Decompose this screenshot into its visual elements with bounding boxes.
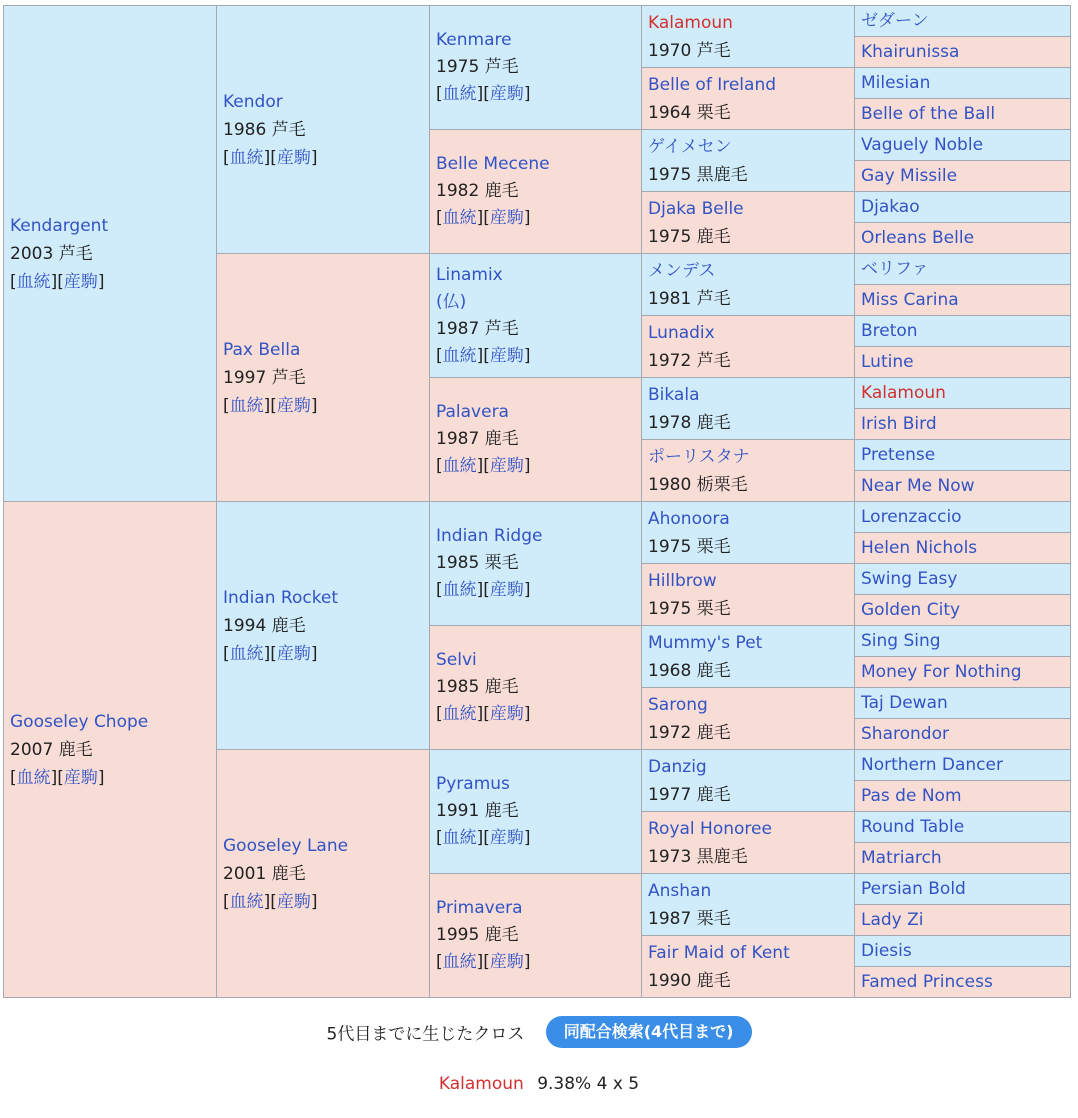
horse-links: [血統][産駒] — [223, 891, 318, 912]
horse-name-link[interactable]: Vaguely Noble — [861, 135, 984, 155]
horse-name-link[interactable]: Irish Bird — [861, 414, 937, 434]
ancestor-cell-gen5 — [855, 533, 1071, 564]
country-note-link[interactable]: (仏) — [436, 291, 467, 312]
horse-name-link[interactable]: Matriarch — [861, 848, 942, 868]
progeny-link[interactable]: 産駒 — [276, 891, 311, 912]
ancestor-cell-gen5 — [855, 440, 1071, 471]
cross-horse-link[interactable]: Kalamoun — [438, 1074, 524, 1094]
horse-name-link[interactable]: Lutine — [861, 352, 914, 372]
ancestor-cell-gen5 — [855, 595, 1071, 626]
horse-name-link[interactable]: Northern Dancer — [861, 755, 1003, 775]
horse-name-link[interactable]: ゼダーン — [861, 11, 929, 31]
horse-name-link[interactable]: Helen Nichols — [861, 538, 978, 558]
ancestor-cell-gen5 — [855, 99, 1071, 130]
horse-info: 1987 鹿毛 — [436, 429, 519, 449]
horse-name-link[interactable]: Breton — [861, 321, 918, 341]
horse-info: 1994 鹿毛 — [223, 615, 306, 636]
horse-name-link[interactable]: Sing Sing — [861, 631, 941, 651]
horse-name-link[interactable]: ポーリスタナ — [648, 446, 750, 467]
horse-name-link[interactable]: Taj Dewan — [861, 693, 948, 713]
horse-name-link[interactable]: Famed Princess — [861, 972, 993, 992]
progeny-link[interactable]: 産駒 — [489, 580, 524, 600]
progeny-link[interactable]: 産駒 — [276, 643, 311, 664]
horse-name-link[interactable]: Sharondor — [861, 724, 949, 744]
ancestor-cell-gen5 — [855, 6, 1071, 37]
ancestor-cell-gen5 — [855, 130, 1071, 161]
horse-info: 1980 栃栗毛 — [648, 474, 748, 495]
ancestor-cell-gen5 — [855, 254, 1071, 285]
horse-name-link[interactable]: Palavera — [436, 402, 509, 422]
progeny-link[interactable]: 産駒 — [489, 345, 524, 366]
horse-name-link[interactable]: Sarong — [648, 694, 708, 715]
horse-info: 1975 黒鹿毛 — [648, 164, 748, 185]
horse-name-link[interactable]: Gooseley Lane — [223, 835, 349, 856]
ancestor-cell-gen5 — [855, 471, 1071, 502]
ancestor-cell-gen4 — [642, 626, 855, 688]
ancestor-cell-gen2 — [217, 502, 430, 750]
horse-name-link[interactable]: Money For Nothing — [861, 662, 1022, 682]
ancestor-cell-gen4 — [642, 688, 855, 750]
horse-name-link[interactable]: Orleans Belle — [861, 228, 975, 248]
cross-section — [0, 1016, 1078, 1048]
horse-info: 1987 栗毛 — [648, 908, 731, 929]
horse-name-link[interactable]: Ahonoora — [648, 508, 730, 529]
horse-name-link[interactable]: Belle of the Ball — [861, 104, 996, 124]
progeny-link[interactable]: 産駒 — [489, 952, 524, 972]
ancestor-cell-gen5 — [855, 378, 1071, 409]
horse-name-link[interactable]: Near Me Now — [861, 476, 975, 496]
progeny-link[interactable]: 産駒 — [276, 147, 311, 168]
pedigree-link[interactable]: 血統 — [442, 345, 477, 366]
horse-name-link[interactable]: Belle of Ireland — [648, 74, 777, 95]
horse-info: 1970 芦毛 — [648, 40, 731, 61]
horse-name-link[interactable]: Djakao — [861, 197, 920, 217]
horse-links: [血統][産駒] — [10, 767, 105, 788]
pedigree-row — [4, 6, 1071, 37]
pedigree-link[interactable]: 血統 — [229, 395, 264, 416]
horse-links: [血統][産駒] — [223, 395, 318, 416]
pedigree-link[interactable]: 血統 — [442, 952, 477, 972]
ancestor-cell-gen2 — [217, 6, 430, 254]
ancestor-cell-gen4 — [642, 254, 855, 316]
horse-info: 1986 芦毛 — [223, 119, 306, 140]
same-breeding-search-button[interactable]: 同配合検索(4代目まで) — [546, 1016, 752, 1048]
horse-name-link[interactable]: Gooseley Chope — [10, 711, 149, 732]
ancestor-cell-gen3 — [430, 502, 642, 626]
horse-name-link[interactable]: Kenmare — [436, 30, 512, 50]
ancestor-cell-gen4 — [642, 192, 855, 254]
cross-pattern: 4 x 5 — [596, 1074, 640, 1094]
horse-name-link[interactable]: Lorenzaccio — [861, 507, 962, 527]
cross-row — [0, 1074, 1078, 1094]
ancestor-cell-gen5 — [855, 316, 1071, 347]
horse-info: 1995 鹿毛 — [436, 925, 519, 945]
ancestor-cell-gen5 — [855, 719, 1071, 750]
horse-info: 1981 芦毛 — [648, 288, 731, 309]
horse-info: 1991 鹿毛 — [436, 801, 519, 821]
cross-percent: 9.38% — [537, 1074, 592, 1094]
horse-name-link[interactable]: ゲイメセン — [648, 136, 732, 157]
ancestor-cell-gen5 — [855, 843, 1071, 874]
horse-name-link[interactable]: メンデス — [648, 260, 716, 281]
ancestor-cell-gen5 — [855, 285, 1071, 316]
horse-name-link[interactable]: Pas de Nom — [861, 786, 962, 806]
horse-name-link[interactable]: Pyramus — [436, 774, 510, 794]
ancestor-cell-gen3 — [430, 874, 642, 998]
horse-name-link[interactable]: Miss Carina — [861, 290, 959, 310]
ancestor-cell-gen4 — [642, 440, 855, 502]
horse-info: 1978 鹿毛 — [648, 412, 731, 433]
horse-info: 2001 鹿毛 — [223, 863, 306, 884]
ancestor-cell-gen3 — [430, 130, 642, 254]
horse-info: 1985 栗毛 — [436, 553, 519, 573]
horse-links: [血統][産駒] — [436, 704, 531, 724]
horse-links: [血統][産駒] — [436, 345, 531, 366]
ancestor-cell-gen4 — [642, 564, 855, 626]
horse-name-link[interactable]: Linamix — [436, 264, 503, 285]
pedigree-row — [4, 502, 1071, 533]
horse-info: 1975 芦毛 — [436, 57, 519, 77]
horse-name-link[interactable]: Kendargent — [10, 215, 109, 236]
horse-info: 1964 栗毛 — [648, 102, 731, 123]
ancestor-cell-gen2 — [217, 254, 430, 502]
horse-info: 1972 鹿毛 — [648, 722, 731, 743]
horse-name-link[interactable]: Khairunissa — [861, 42, 960, 62]
horse-name-link[interactable]: Kalamoun — [648, 12, 733, 33]
ancestor-cell-gen3 — [430, 626, 642, 750]
horse-name-link[interactable]: Djaka Belle — [648, 198, 744, 219]
ancestor-cell-gen4 — [642, 378, 855, 440]
ancestor-cell-gen4 — [642, 874, 855, 936]
horse-name-link[interactable]: Bikala — [648, 384, 700, 405]
progeny-link[interactable]: 産駒 — [63, 767, 98, 788]
horse-info: 1985 鹿毛 — [436, 677, 519, 697]
ancestor-cell-gen5 — [855, 161, 1071, 192]
horse-name-link[interactable]: Persian Bold — [861, 879, 966, 899]
ancestor-cell-gen5 — [855, 812, 1071, 843]
ancestor-cell-gen4 — [642, 936, 855, 998]
ancestor-cell-gen4 — [642, 6, 855, 68]
ancestor-cell-gen5 — [855, 347, 1071, 378]
horse-name-link[interactable]: Lunadix — [648, 322, 715, 343]
ancestor-cell-gen4 — [642, 812, 855, 874]
ancestor-cell-gen4 — [642, 750, 855, 812]
pedigree-link[interactable]: 血統 — [229, 147, 264, 168]
horse-name-link[interactable]: Kalamoun — [861, 383, 946, 403]
horse-name-link[interactable]: Swing Easy — [861, 569, 958, 589]
pedigree-link[interactable]: 血統 — [442, 84, 477, 104]
ancestor-cell-gen3 — [430, 254, 642, 378]
ancestor-cell-gen5 — [855, 626, 1071, 657]
horse-name-link[interactable]: Anshan — [648, 880, 712, 901]
ancestor-cell-gen5 — [855, 657, 1071, 688]
pedigree-link[interactable]: 血統 — [229, 891, 264, 912]
horse-name-link[interactable]: Selvi — [436, 650, 477, 670]
horse-info: 1982 鹿毛 — [436, 181, 519, 201]
ancestor-cell-gen5 — [855, 68, 1071, 99]
pedigree-link[interactable]: 血統 — [442, 456, 477, 476]
horse-info: 1977 鹿毛 — [648, 784, 731, 805]
horse-info: 1997 芦毛 — [223, 367, 306, 388]
progeny-link[interactable]: 産駒 — [489, 828, 524, 848]
ancestor-cell-gen5 — [855, 688, 1071, 719]
horse-name-link[interactable]: Indian Ridge — [436, 526, 543, 546]
ancestor-cell-gen5 — [855, 936, 1071, 967]
horse-name-link[interactable]: Belle Mecene — [436, 154, 550, 174]
ancestor-cell-gen4 — [642, 68, 855, 130]
horse-name-link[interactable]: Mummy's Pet — [648, 632, 763, 653]
progeny-link[interactable]: 産駒 — [489, 456, 524, 476]
ancestor-cell-gen5 — [855, 409, 1071, 440]
horse-name-link[interactable]: Primavera — [436, 898, 523, 918]
horse-info: 1975 栗毛 — [648, 536, 731, 557]
horse-name-link[interactable]: ベリファ — [861, 259, 929, 279]
horse-name-link[interactable]: Pretense — [861, 445, 936, 465]
ancestor-cell-gen1 — [4, 6, 217, 502]
ancestor-cell-gen2 — [217, 750, 430, 998]
horse-name-link[interactable]: Indian Rocket — [223, 587, 339, 608]
horse-name-link[interactable]: Royal Honoree — [648, 818, 772, 839]
ancestor-cell-gen5 — [855, 192, 1071, 223]
horse-name-link[interactable]: Hillbrow — [648, 570, 717, 591]
progeny-link[interactable]: 産駒 — [489, 704, 524, 724]
ancestor-cell-gen5 — [855, 967, 1071, 998]
pedigree-link[interactable]: 血統 — [16, 767, 51, 788]
horse-name-link[interactable]: Gay Missile — [861, 166, 958, 186]
horse-info: 2007 鹿毛 — [10, 739, 93, 760]
pedigree-link[interactable]: 血統 — [229, 643, 264, 664]
horse-name-link[interactable]: Lady Zi — [861, 910, 924, 930]
horse-links: [血統][産駒] — [436, 828, 531, 848]
horse-info: 1968 鹿毛 — [648, 660, 731, 681]
horse-links: [血統][産駒] — [436, 580, 531, 600]
horse-links: [血統][産駒] — [436, 456, 531, 476]
horse-name-link[interactable]: Golden City — [861, 600, 961, 620]
ancestor-cell-gen5 — [855, 502, 1071, 533]
ancestor-cell-gen5 — [855, 37, 1071, 68]
pedigree-link[interactable]: 血統 — [442, 704, 477, 724]
horse-links: [血統][産駒] — [436, 208, 531, 228]
progeny-link[interactable]: 産駒 — [489, 208, 524, 228]
horse-name-link[interactable]: Pax Bella — [223, 339, 301, 360]
horse-links: [血統][産駒] — [223, 147, 318, 168]
pedigree-link[interactable]: 血統 — [442, 580, 477, 600]
ancestor-cell-gen1 — [4, 502, 217, 998]
pedigree-link[interactable]: 血統 — [16, 271, 51, 292]
ancestor-cell-gen5 — [855, 874, 1071, 905]
horse-info: 1987 芦毛 — [436, 318, 519, 339]
pedigree-link[interactable]: 血統 — [442, 828, 477, 848]
ancestor-cell-gen3 — [430, 6, 642, 130]
ancestor-cell-gen5 — [855, 781, 1071, 812]
horse-name-link[interactable]: Milesian — [861, 73, 931, 93]
horse-info: 1975 鹿毛 — [648, 226, 731, 247]
horse-links: [血統][産駒] — [436, 84, 531, 104]
progeny-link[interactable]: 産駒 — [63, 271, 98, 292]
ancestor-cell-gen4 — [642, 316, 855, 378]
horse-name-link[interactable]: Fair Maid of Kent — [648, 942, 790, 963]
horse-name-link[interactable]: Kendor — [223, 91, 283, 112]
ancestor-cell-gen5 — [855, 223, 1071, 254]
horse-info: 1972 芦毛 — [648, 350, 731, 371]
cross-title: 5代目までに生じたクロス — [326, 1024, 525, 1045]
ancestor-cell-gen3 — [430, 378, 642, 502]
progeny-link[interactable]: 産駒 — [276, 395, 311, 416]
horse-info: 1990 鹿毛 — [648, 970, 731, 991]
horse-links: [血統][産駒] — [436, 952, 531, 972]
horse-links: [血統][産駒] — [10, 271, 105, 292]
ancestor-cell-gen5 — [855, 905, 1071, 936]
ancestor-cell-gen4 — [642, 502, 855, 564]
ancestor-cell-gen5 — [855, 750, 1071, 781]
horse-info: 2003 芦毛 — [10, 243, 93, 264]
horse-name-link[interactable]: Round Table — [861, 817, 965, 837]
horse-name-link[interactable]: Diesis — [861, 941, 912, 961]
ancestor-cell-gen3 — [430, 750, 642, 874]
ancestor-cell-gen4 — [642, 130, 855, 192]
pedigree-link[interactable]: 血統 — [442, 208, 477, 228]
horse-name-link[interactable]: Danzig — [648, 756, 707, 777]
pedigree-table — [3, 5, 1071, 998]
horse-info: 1973 黒鹿毛 — [648, 846, 748, 867]
horse-info: 1975 栗毛 — [648, 598, 731, 619]
ancestor-cell-gen5 — [855, 564, 1071, 595]
progeny-link[interactable]: 産駒 — [489, 84, 524, 104]
horse-links: [血統][産駒] — [223, 643, 318, 664]
